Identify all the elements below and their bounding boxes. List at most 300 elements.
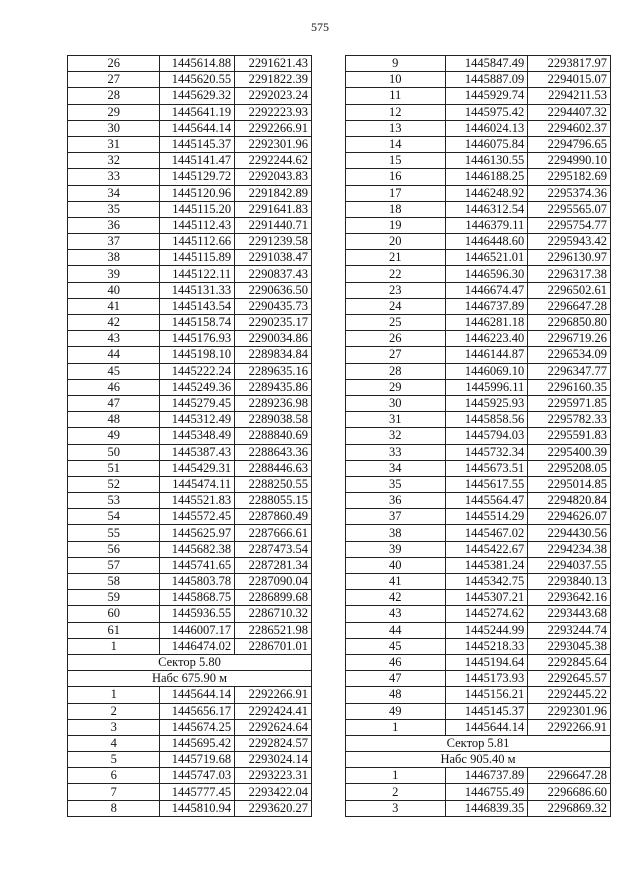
sector-length: Набс 905.40 м bbox=[346, 752, 611, 768]
y-coordinate: 2290435.73 bbox=[235, 298, 312, 314]
point-number: 34 bbox=[68, 185, 160, 201]
table-row bbox=[346, 379, 611, 395]
y-coordinate: 2295014.85 bbox=[528, 476, 611, 492]
x-coordinate: 1445925.93 bbox=[445, 395, 528, 411]
x-coordinate: 1445629.32 bbox=[160, 88, 235, 104]
table-row bbox=[346, 72, 611, 88]
x-coordinate: 1445614.88 bbox=[160, 56, 235, 72]
table-row bbox=[68, 444, 312, 460]
x-coordinate: 1445929.74 bbox=[445, 88, 528, 104]
table-row bbox=[346, 104, 611, 120]
point-number: 14 bbox=[346, 136, 446, 152]
point-number: 28 bbox=[68, 88, 160, 104]
table-row bbox=[68, 169, 312, 185]
x-coordinate: 1445422.67 bbox=[445, 541, 528, 557]
table-row bbox=[346, 525, 611, 541]
sector-length: Набс 675.90 м bbox=[68, 671, 312, 687]
y-coordinate: 2295591.83 bbox=[528, 428, 611, 444]
table-row bbox=[346, 557, 611, 573]
point-number: 39 bbox=[68, 266, 160, 282]
point-number: 17 bbox=[346, 185, 446, 201]
y-coordinate: 2288643.36 bbox=[235, 444, 312, 460]
x-coordinate: 1446223.40 bbox=[445, 331, 528, 347]
point-number: 41 bbox=[68, 298, 160, 314]
table-row bbox=[68, 88, 312, 104]
point-number: 29 bbox=[346, 379, 446, 395]
y-coordinate: 2296130.97 bbox=[528, 250, 611, 266]
point-number: 49 bbox=[68, 428, 160, 444]
x-coordinate: 1446674.47 bbox=[445, 282, 528, 298]
x-coordinate: 1445732.34 bbox=[445, 444, 528, 460]
y-coordinate: 2287860.49 bbox=[235, 509, 312, 525]
table-row bbox=[346, 687, 611, 703]
table-row bbox=[68, 347, 312, 363]
table-row bbox=[346, 444, 611, 460]
x-coordinate: 1445244.99 bbox=[445, 622, 528, 638]
table-row bbox=[68, 622, 312, 638]
y-coordinate: 2296160.35 bbox=[528, 379, 611, 395]
point-number: 1 bbox=[346, 719, 446, 735]
y-coordinate: 2294211.53 bbox=[528, 88, 611, 104]
table-row bbox=[346, 493, 611, 509]
table-row bbox=[68, 784, 312, 800]
point-number: 47 bbox=[346, 671, 446, 687]
table-row bbox=[346, 671, 611, 687]
point-number: 39 bbox=[346, 541, 446, 557]
table-row bbox=[68, 752, 312, 768]
table-row bbox=[68, 217, 312, 233]
table-row bbox=[68, 120, 312, 136]
x-coordinate: 1446144.87 bbox=[445, 347, 528, 363]
table-row bbox=[346, 266, 611, 282]
x-coordinate: 1445868.75 bbox=[160, 590, 235, 606]
page-number: 575 bbox=[311, 20, 329, 34]
x-coordinate: 1446474.02 bbox=[160, 638, 235, 654]
point-number: 61 bbox=[68, 622, 160, 638]
table-row bbox=[68, 331, 312, 347]
point-number: 32 bbox=[68, 153, 160, 169]
x-coordinate: 1446379.11 bbox=[445, 217, 528, 233]
y-coordinate: 2289038.58 bbox=[235, 412, 312, 428]
y-coordinate: 2286701.01 bbox=[235, 638, 312, 654]
x-coordinate: 1445682.38 bbox=[160, 541, 235, 557]
x-coordinate: 1445467.02 bbox=[445, 525, 528, 541]
y-coordinate: 2287473.54 bbox=[235, 541, 312, 557]
table-row bbox=[346, 282, 611, 298]
point-number: 51 bbox=[68, 460, 160, 476]
y-coordinate: 2296347.77 bbox=[528, 363, 611, 379]
table-row bbox=[346, 234, 611, 250]
point-number: 2 bbox=[346, 784, 446, 800]
table-row bbox=[68, 136, 312, 152]
x-coordinate: 1445156.21 bbox=[445, 687, 528, 703]
table-row bbox=[346, 800, 611, 816]
table-row bbox=[68, 363, 312, 379]
x-coordinate: 1445218.33 bbox=[445, 638, 528, 654]
point-number: 27 bbox=[68, 72, 160, 88]
table-row bbox=[68, 395, 312, 411]
y-coordinate: 2289834.84 bbox=[235, 347, 312, 363]
y-coordinate: 2292023.24 bbox=[235, 88, 312, 104]
table-row bbox=[68, 250, 312, 266]
x-coordinate: 1445176.93 bbox=[160, 331, 235, 347]
sector-length-row bbox=[346, 752, 611, 768]
point-number: 58 bbox=[68, 574, 160, 590]
x-coordinate: 1445143.54 bbox=[160, 298, 235, 314]
x-coordinate: 1445644.14 bbox=[160, 120, 235, 136]
table-row bbox=[346, 298, 611, 314]
coordinates-table-left bbox=[67, 55, 312, 817]
x-coordinate: 1445741.65 bbox=[160, 557, 235, 573]
point-number: 38 bbox=[68, 250, 160, 266]
x-coordinate: 1446312.54 bbox=[445, 201, 528, 217]
point-number: 30 bbox=[68, 120, 160, 136]
x-coordinate: 1445625.97 bbox=[160, 525, 235, 541]
table-row bbox=[346, 250, 611, 266]
point-number: 1 bbox=[68, 687, 160, 703]
table-row bbox=[68, 266, 312, 282]
x-coordinate: 1445858.56 bbox=[445, 412, 528, 428]
table-row bbox=[68, 56, 312, 72]
x-coordinate: 1445936.55 bbox=[160, 606, 235, 622]
point-number: 11 bbox=[346, 88, 446, 104]
x-coordinate: 1446281.18 bbox=[445, 315, 528, 331]
y-coordinate: 2286899.68 bbox=[235, 590, 312, 606]
y-coordinate: 2294626.07 bbox=[528, 509, 611, 525]
y-coordinate: 2293223.31 bbox=[235, 768, 312, 784]
point-number: 36 bbox=[346, 493, 446, 509]
table-row bbox=[346, 88, 611, 104]
point-number: 1 bbox=[346, 768, 446, 784]
x-coordinate: 1445617.55 bbox=[445, 476, 528, 492]
x-coordinate: 1445847.49 bbox=[445, 56, 528, 72]
x-coordinate: 1446521.01 bbox=[445, 250, 528, 266]
table-row bbox=[346, 120, 611, 136]
x-coordinate: 1445120.96 bbox=[160, 185, 235, 201]
table-row bbox=[346, 784, 611, 800]
table-row bbox=[68, 315, 312, 331]
point-number: 34 bbox=[346, 460, 446, 476]
x-coordinate: 1445514.29 bbox=[445, 509, 528, 525]
table-row bbox=[68, 735, 312, 751]
y-coordinate: 2296647.28 bbox=[528, 298, 611, 314]
table-row bbox=[346, 217, 611, 233]
y-coordinate: 2296647.28 bbox=[528, 768, 611, 784]
x-coordinate: 1445141.47 bbox=[160, 153, 235, 169]
y-coordinate: 2292266.91 bbox=[235, 120, 312, 136]
point-number: 3 bbox=[68, 719, 160, 735]
y-coordinate: 2292301.96 bbox=[235, 136, 312, 152]
x-coordinate: 1445975.42 bbox=[445, 104, 528, 120]
table-row bbox=[68, 460, 312, 476]
table-row bbox=[346, 476, 611, 492]
y-coordinate: 2294820.84 bbox=[528, 493, 611, 509]
point-number: 10 bbox=[346, 72, 446, 88]
point-number: 3 bbox=[346, 800, 446, 816]
table-row bbox=[68, 379, 312, 395]
point-number: 37 bbox=[68, 234, 160, 250]
y-coordinate: 2287281.34 bbox=[235, 557, 312, 573]
table-row bbox=[68, 298, 312, 314]
y-coordinate: 2288840.69 bbox=[235, 428, 312, 444]
table-row bbox=[68, 412, 312, 428]
x-coordinate: 1445674.25 bbox=[160, 719, 235, 735]
table-row bbox=[68, 557, 312, 573]
table-row bbox=[346, 136, 611, 152]
y-coordinate: 2288055.15 bbox=[235, 493, 312, 509]
table-row bbox=[68, 574, 312, 590]
x-coordinate: 1445222.24 bbox=[160, 363, 235, 379]
table-row bbox=[68, 525, 312, 541]
table-row bbox=[68, 606, 312, 622]
y-coordinate: 2294990.10 bbox=[528, 153, 611, 169]
x-coordinate: 1446069.10 bbox=[445, 363, 528, 379]
point-number: 54 bbox=[68, 509, 160, 525]
y-coordinate: 2292266.91 bbox=[528, 719, 611, 735]
point-number: 44 bbox=[346, 622, 446, 638]
point-number: 26 bbox=[346, 331, 446, 347]
x-coordinate: 1445112.43 bbox=[160, 217, 235, 233]
table-row bbox=[68, 800, 312, 816]
point-number: 8 bbox=[68, 800, 160, 816]
y-coordinate: 2294234.38 bbox=[528, 541, 611, 557]
y-coordinate: 2293045.38 bbox=[528, 638, 611, 654]
point-number: 46 bbox=[346, 654, 446, 670]
x-coordinate: 1445719.68 bbox=[160, 752, 235, 768]
table-row bbox=[346, 654, 611, 670]
y-coordinate: 2289236.98 bbox=[235, 395, 312, 411]
y-coordinate: 2292244.62 bbox=[235, 153, 312, 169]
point-number: 22 bbox=[346, 266, 446, 282]
point-number: 48 bbox=[346, 687, 446, 703]
table-row bbox=[68, 719, 312, 735]
table-row bbox=[68, 72, 312, 88]
y-coordinate: 2295208.05 bbox=[528, 460, 611, 476]
x-coordinate: 1445194.64 bbox=[445, 654, 528, 670]
x-coordinate: 1446737.89 bbox=[445, 298, 528, 314]
y-coordinate: 2293620.27 bbox=[235, 800, 312, 816]
x-coordinate: 1445695.42 bbox=[160, 735, 235, 751]
y-coordinate: 2294037.55 bbox=[528, 557, 611, 573]
x-coordinate: 1445810.94 bbox=[160, 800, 235, 816]
y-coordinate: 2296502.61 bbox=[528, 282, 611, 298]
point-number: 5 bbox=[68, 752, 160, 768]
x-coordinate: 1445312.49 bbox=[160, 412, 235, 428]
table-row bbox=[346, 412, 611, 428]
x-coordinate: 1445887.09 bbox=[445, 72, 528, 88]
x-coordinate: 1446130.55 bbox=[445, 153, 528, 169]
point-number: 18 bbox=[346, 201, 446, 217]
y-coordinate: 2293840.13 bbox=[528, 574, 611, 590]
x-coordinate: 1445342.75 bbox=[445, 574, 528, 590]
table-row bbox=[346, 719, 611, 735]
point-number: 33 bbox=[68, 169, 160, 185]
y-coordinate: 2286710.32 bbox=[235, 606, 312, 622]
point-number: 47 bbox=[68, 395, 160, 411]
y-coordinate: 2290837.43 bbox=[235, 266, 312, 282]
y-coordinate: 2292445.22 bbox=[528, 687, 611, 703]
table-row bbox=[68, 234, 312, 250]
point-number: 1 bbox=[68, 638, 160, 654]
x-coordinate: 1445158.74 bbox=[160, 315, 235, 331]
coordinates-table-right bbox=[345, 55, 611, 817]
point-number: 43 bbox=[346, 606, 446, 622]
point-number: 36 bbox=[68, 217, 160, 233]
point-number: 46 bbox=[68, 379, 160, 395]
x-coordinate: 1445145.37 bbox=[160, 136, 235, 152]
y-coordinate: 2286521.98 bbox=[235, 622, 312, 638]
y-coordinate: 2287666.61 bbox=[235, 525, 312, 541]
point-number: 16 bbox=[346, 169, 446, 185]
x-coordinate: 1446007.17 bbox=[160, 622, 235, 638]
y-coordinate: 2290034.86 bbox=[235, 331, 312, 347]
point-number: 50 bbox=[68, 444, 160, 460]
point-number: 20 bbox=[346, 234, 446, 250]
point-number: 21 bbox=[346, 250, 446, 266]
table-row bbox=[68, 638, 312, 654]
table-row bbox=[346, 622, 611, 638]
table-row bbox=[68, 104, 312, 120]
x-coordinate: 1445122.11 bbox=[160, 266, 235, 282]
point-number: 13 bbox=[346, 120, 446, 136]
y-coordinate: 2290235.17 bbox=[235, 315, 312, 331]
point-number: 41 bbox=[346, 574, 446, 590]
y-coordinate: 2289435.86 bbox=[235, 379, 312, 395]
point-number: 25 bbox=[346, 315, 446, 331]
x-coordinate: 1445644.14 bbox=[160, 687, 235, 703]
point-number: 43 bbox=[68, 331, 160, 347]
point-number: 42 bbox=[346, 590, 446, 606]
y-coordinate: 2290636.50 bbox=[235, 282, 312, 298]
x-coordinate: 1445115.89 bbox=[160, 250, 235, 266]
x-coordinate: 1445115.20 bbox=[160, 201, 235, 217]
y-coordinate: 2295565.07 bbox=[528, 201, 611, 217]
sector-title: Сектор 5.81 bbox=[346, 735, 611, 751]
point-number: 31 bbox=[68, 136, 160, 152]
point-number: 40 bbox=[346, 557, 446, 573]
point-number: 23 bbox=[346, 282, 446, 298]
x-coordinate: 1445112.66 bbox=[160, 234, 235, 250]
table-row bbox=[346, 331, 611, 347]
y-coordinate: 2292424.41 bbox=[235, 703, 312, 719]
table-row bbox=[346, 395, 611, 411]
y-coordinate: 2295943.42 bbox=[528, 234, 611, 250]
x-coordinate: 1445644.14 bbox=[445, 719, 528, 735]
point-number: 56 bbox=[68, 541, 160, 557]
table-row bbox=[346, 56, 611, 72]
point-number: 53 bbox=[68, 493, 160, 509]
y-coordinate: 2292223.93 bbox=[235, 104, 312, 120]
x-coordinate: 1445794.03 bbox=[445, 428, 528, 444]
point-number: 49 bbox=[346, 703, 446, 719]
y-coordinate: 2296686.60 bbox=[528, 784, 611, 800]
table-row bbox=[68, 476, 312, 492]
y-coordinate: 2292266.91 bbox=[235, 687, 312, 703]
x-coordinate: 1446596.30 bbox=[445, 266, 528, 282]
y-coordinate: 2295971.85 bbox=[528, 395, 611, 411]
point-number: 31 bbox=[346, 412, 446, 428]
table-row bbox=[346, 509, 611, 525]
table-row bbox=[68, 153, 312, 169]
x-coordinate: 1445249.36 bbox=[160, 379, 235, 395]
y-coordinate: 2296850.80 bbox=[528, 315, 611, 331]
table-row bbox=[68, 201, 312, 217]
table-row bbox=[68, 493, 312, 509]
sector-header-row bbox=[68, 654, 312, 670]
x-coordinate: 1445521.83 bbox=[160, 493, 235, 509]
point-number: 44 bbox=[68, 347, 160, 363]
point-number: 27 bbox=[346, 347, 446, 363]
point-number: 37 bbox=[346, 509, 446, 525]
y-coordinate: 2296534.09 bbox=[528, 347, 611, 363]
point-number: 6 bbox=[68, 768, 160, 784]
y-coordinate: 2295782.33 bbox=[528, 412, 611, 428]
y-coordinate: 2289635.16 bbox=[235, 363, 312, 379]
x-coordinate: 1446737.89 bbox=[445, 768, 528, 784]
y-coordinate: 2292824.57 bbox=[235, 735, 312, 751]
y-coordinate: 2295754.77 bbox=[528, 217, 611, 233]
table-row bbox=[68, 185, 312, 201]
x-coordinate: 1445777.45 bbox=[160, 784, 235, 800]
point-number: 19 bbox=[346, 217, 446, 233]
x-coordinate: 1445145.37 bbox=[445, 703, 528, 719]
table-row bbox=[346, 638, 611, 654]
sector-length-row bbox=[68, 671, 312, 687]
x-coordinate: 1445381.24 bbox=[445, 557, 528, 573]
point-number: 52 bbox=[68, 476, 160, 492]
y-coordinate: 2287090.04 bbox=[235, 574, 312, 590]
point-number: 45 bbox=[68, 363, 160, 379]
table-row bbox=[346, 590, 611, 606]
x-coordinate: 1445198.10 bbox=[160, 347, 235, 363]
x-coordinate: 1445173.93 bbox=[445, 671, 528, 687]
x-coordinate: 1445747.03 bbox=[160, 768, 235, 784]
y-coordinate: 2293817.97 bbox=[528, 56, 611, 72]
table-row bbox=[68, 590, 312, 606]
y-coordinate: 2291239.58 bbox=[235, 234, 312, 250]
point-number: 4 bbox=[68, 735, 160, 751]
y-coordinate: 2292301.96 bbox=[528, 703, 611, 719]
point-number: 40 bbox=[68, 282, 160, 298]
point-number: 15 bbox=[346, 153, 446, 169]
point-number: 29 bbox=[68, 104, 160, 120]
y-coordinate: 2294430.56 bbox=[528, 525, 611, 541]
table-row bbox=[346, 460, 611, 476]
y-coordinate: 2292624.64 bbox=[235, 719, 312, 735]
y-coordinate: 2291641.83 bbox=[235, 201, 312, 217]
y-coordinate: 2295182.69 bbox=[528, 169, 611, 185]
y-coordinate: 2291621.43 bbox=[235, 56, 312, 72]
point-number: 35 bbox=[68, 201, 160, 217]
table-row bbox=[346, 153, 611, 169]
x-coordinate: 1445387.43 bbox=[160, 444, 235, 460]
point-number: 28 bbox=[346, 363, 446, 379]
table-row bbox=[346, 606, 611, 622]
table-row bbox=[68, 703, 312, 719]
point-number: 55 bbox=[68, 525, 160, 541]
table-row bbox=[346, 541, 611, 557]
x-coordinate: 1445641.19 bbox=[160, 104, 235, 120]
point-number: 24 bbox=[346, 298, 446, 314]
y-coordinate: 2293443.68 bbox=[528, 606, 611, 622]
table-row bbox=[68, 541, 312, 557]
sector-title: Сектор 5.80 bbox=[68, 654, 312, 670]
x-coordinate: 1445572.45 bbox=[160, 509, 235, 525]
x-coordinate: 1446755.49 bbox=[445, 784, 528, 800]
y-coordinate: 2294796.65 bbox=[528, 136, 611, 152]
x-coordinate: 1446248.92 bbox=[445, 185, 528, 201]
y-coordinate: 2295400.39 bbox=[528, 444, 611, 460]
